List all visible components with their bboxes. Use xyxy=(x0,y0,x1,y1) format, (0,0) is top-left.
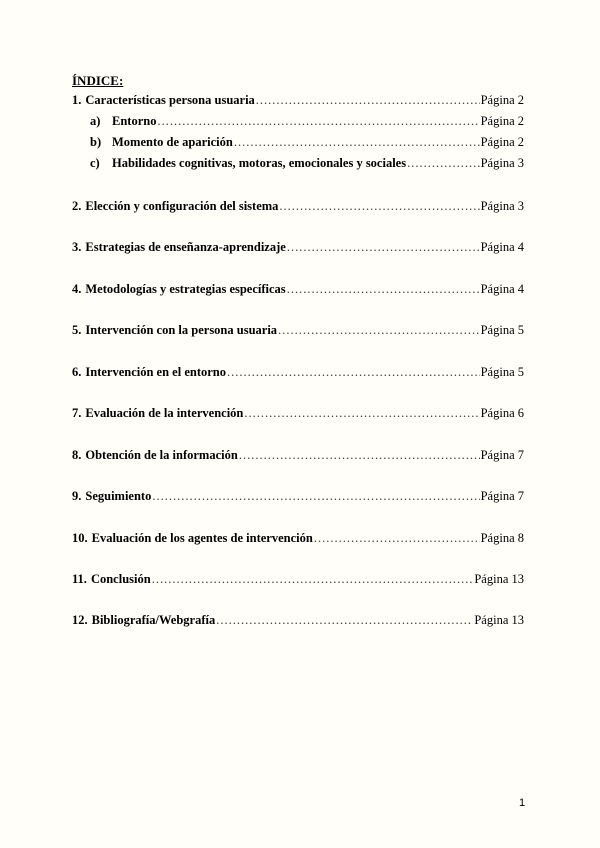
dot-leader xyxy=(244,405,479,421)
dot-leader xyxy=(256,92,480,108)
toc-entry-number: 2. xyxy=(72,199,82,213)
toc-entry-number: 11. xyxy=(72,572,87,586)
dot-leader xyxy=(234,134,480,150)
toc-entry-page: Página 3 xyxy=(480,199,524,213)
toc-entry-title: Metodologías y estrategias específicas xyxy=(85,282,286,296)
toc-entry-1a xyxy=(90,113,524,129)
toc-entry-number: 1. xyxy=(72,93,82,107)
dot-leader xyxy=(152,488,479,504)
toc-entry-1b xyxy=(90,134,524,150)
toc-entry-11 xyxy=(72,571,524,587)
dot-leader xyxy=(216,612,473,628)
index-heading: ÍNDICE: xyxy=(72,73,124,88)
toc-entry-title: Entorno xyxy=(112,114,157,128)
toc-entry-page: Página 8 xyxy=(480,531,524,545)
toc-entry-number: 8. xyxy=(72,448,82,462)
dot-leader xyxy=(287,239,480,255)
dot-leader xyxy=(407,155,480,171)
toc-entry-10 xyxy=(72,530,524,546)
toc-entry-title: Evaluación de la intervención xyxy=(85,406,244,420)
toc-entry-7 xyxy=(72,405,524,421)
toc-entry-title: Seguimiento xyxy=(85,489,152,503)
toc-entry-page: Página 5 xyxy=(480,365,524,379)
toc-entry-page: Página 2 xyxy=(480,93,524,107)
toc-entry-page: Página 7 xyxy=(480,448,524,462)
toc-entry-number: c) xyxy=(90,156,100,170)
toc-entry-title: Momento de aparición xyxy=(112,135,233,149)
toc-entry-1c xyxy=(90,155,524,171)
toc-entry-title: Bibliografía/Webgrafía xyxy=(91,613,216,627)
toc-entry-number: 6. xyxy=(72,365,82,379)
toc-entry-4 xyxy=(72,281,524,297)
dot-leader xyxy=(239,447,480,463)
toc-entry-5 xyxy=(72,322,524,338)
dot-leader xyxy=(279,198,479,214)
toc-entry-title: Estrategias de enseñanza-aprendizaje xyxy=(85,240,286,254)
toc-entry-2 xyxy=(72,198,524,214)
toc-entry-title: Intervención con la persona usuaria xyxy=(85,323,278,337)
dot-leader xyxy=(157,113,479,129)
toc-entry-number: 7. xyxy=(72,406,82,420)
toc-entry-number: 10. xyxy=(72,531,88,545)
toc-entry-title: Evaluación de los agentes de intervención xyxy=(91,531,313,545)
toc-entry-number: 3. xyxy=(72,240,82,254)
toc-entry-number: 5. xyxy=(72,323,82,337)
toc-entry-8 xyxy=(72,447,524,463)
toc-entry-page: Página 13 xyxy=(474,572,524,586)
dot-leader xyxy=(152,571,474,587)
dot-leader xyxy=(227,364,480,380)
toc-entry-page: Página 13 xyxy=(474,613,524,627)
toc-entry-page: Página 7 xyxy=(480,489,524,503)
toc-entry-page: Página 4 xyxy=(480,240,524,254)
toc-entry-number: 12. xyxy=(72,613,88,627)
toc-entry-title: Obtención de la información xyxy=(85,448,238,462)
toc-entry-page: Página 2 xyxy=(480,135,524,149)
dot-leader xyxy=(287,281,480,297)
dot-leader xyxy=(314,530,480,546)
toc-entry-page: Página 5 xyxy=(480,323,524,337)
toc-entry-page: Página 2 xyxy=(480,114,524,128)
toc-entry-title: Conclusión xyxy=(90,572,151,586)
toc-entry-12 xyxy=(72,612,524,628)
toc-entry-title: Características persona usuaria xyxy=(85,93,255,107)
toc-entry-title: Intervención en el entorno xyxy=(85,365,226,379)
toc-entry-page: Página 4 xyxy=(480,282,524,296)
toc-entry-number: 9. xyxy=(72,489,82,503)
toc-entry-page: Página 3 xyxy=(480,156,524,170)
page-number: 1 xyxy=(519,797,526,809)
toc-entry-number: a) xyxy=(90,114,101,128)
toc-entry-title: Elección y configuración del sistema xyxy=(85,199,279,213)
toc-entry-6 xyxy=(72,364,524,380)
toc-entry-3 xyxy=(72,239,524,255)
toc-entry-number: b) xyxy=(90,135,102,149)
toc-entry-number: 4. xyxy=(72,282,82,296)
toc-entry-title: Habilidades cognitivas, motoras, emocionales y sociales xyxy=(112,156,407,170)
toc-entry-page: Página 6 xyxy=(480,406,524,420)
toc-entry-9 xyxy=(72,488,524,504)
toc-entry-1 xyxy=(72,92,524,108)
dot-leader xyxy=(278,322,480,338)
